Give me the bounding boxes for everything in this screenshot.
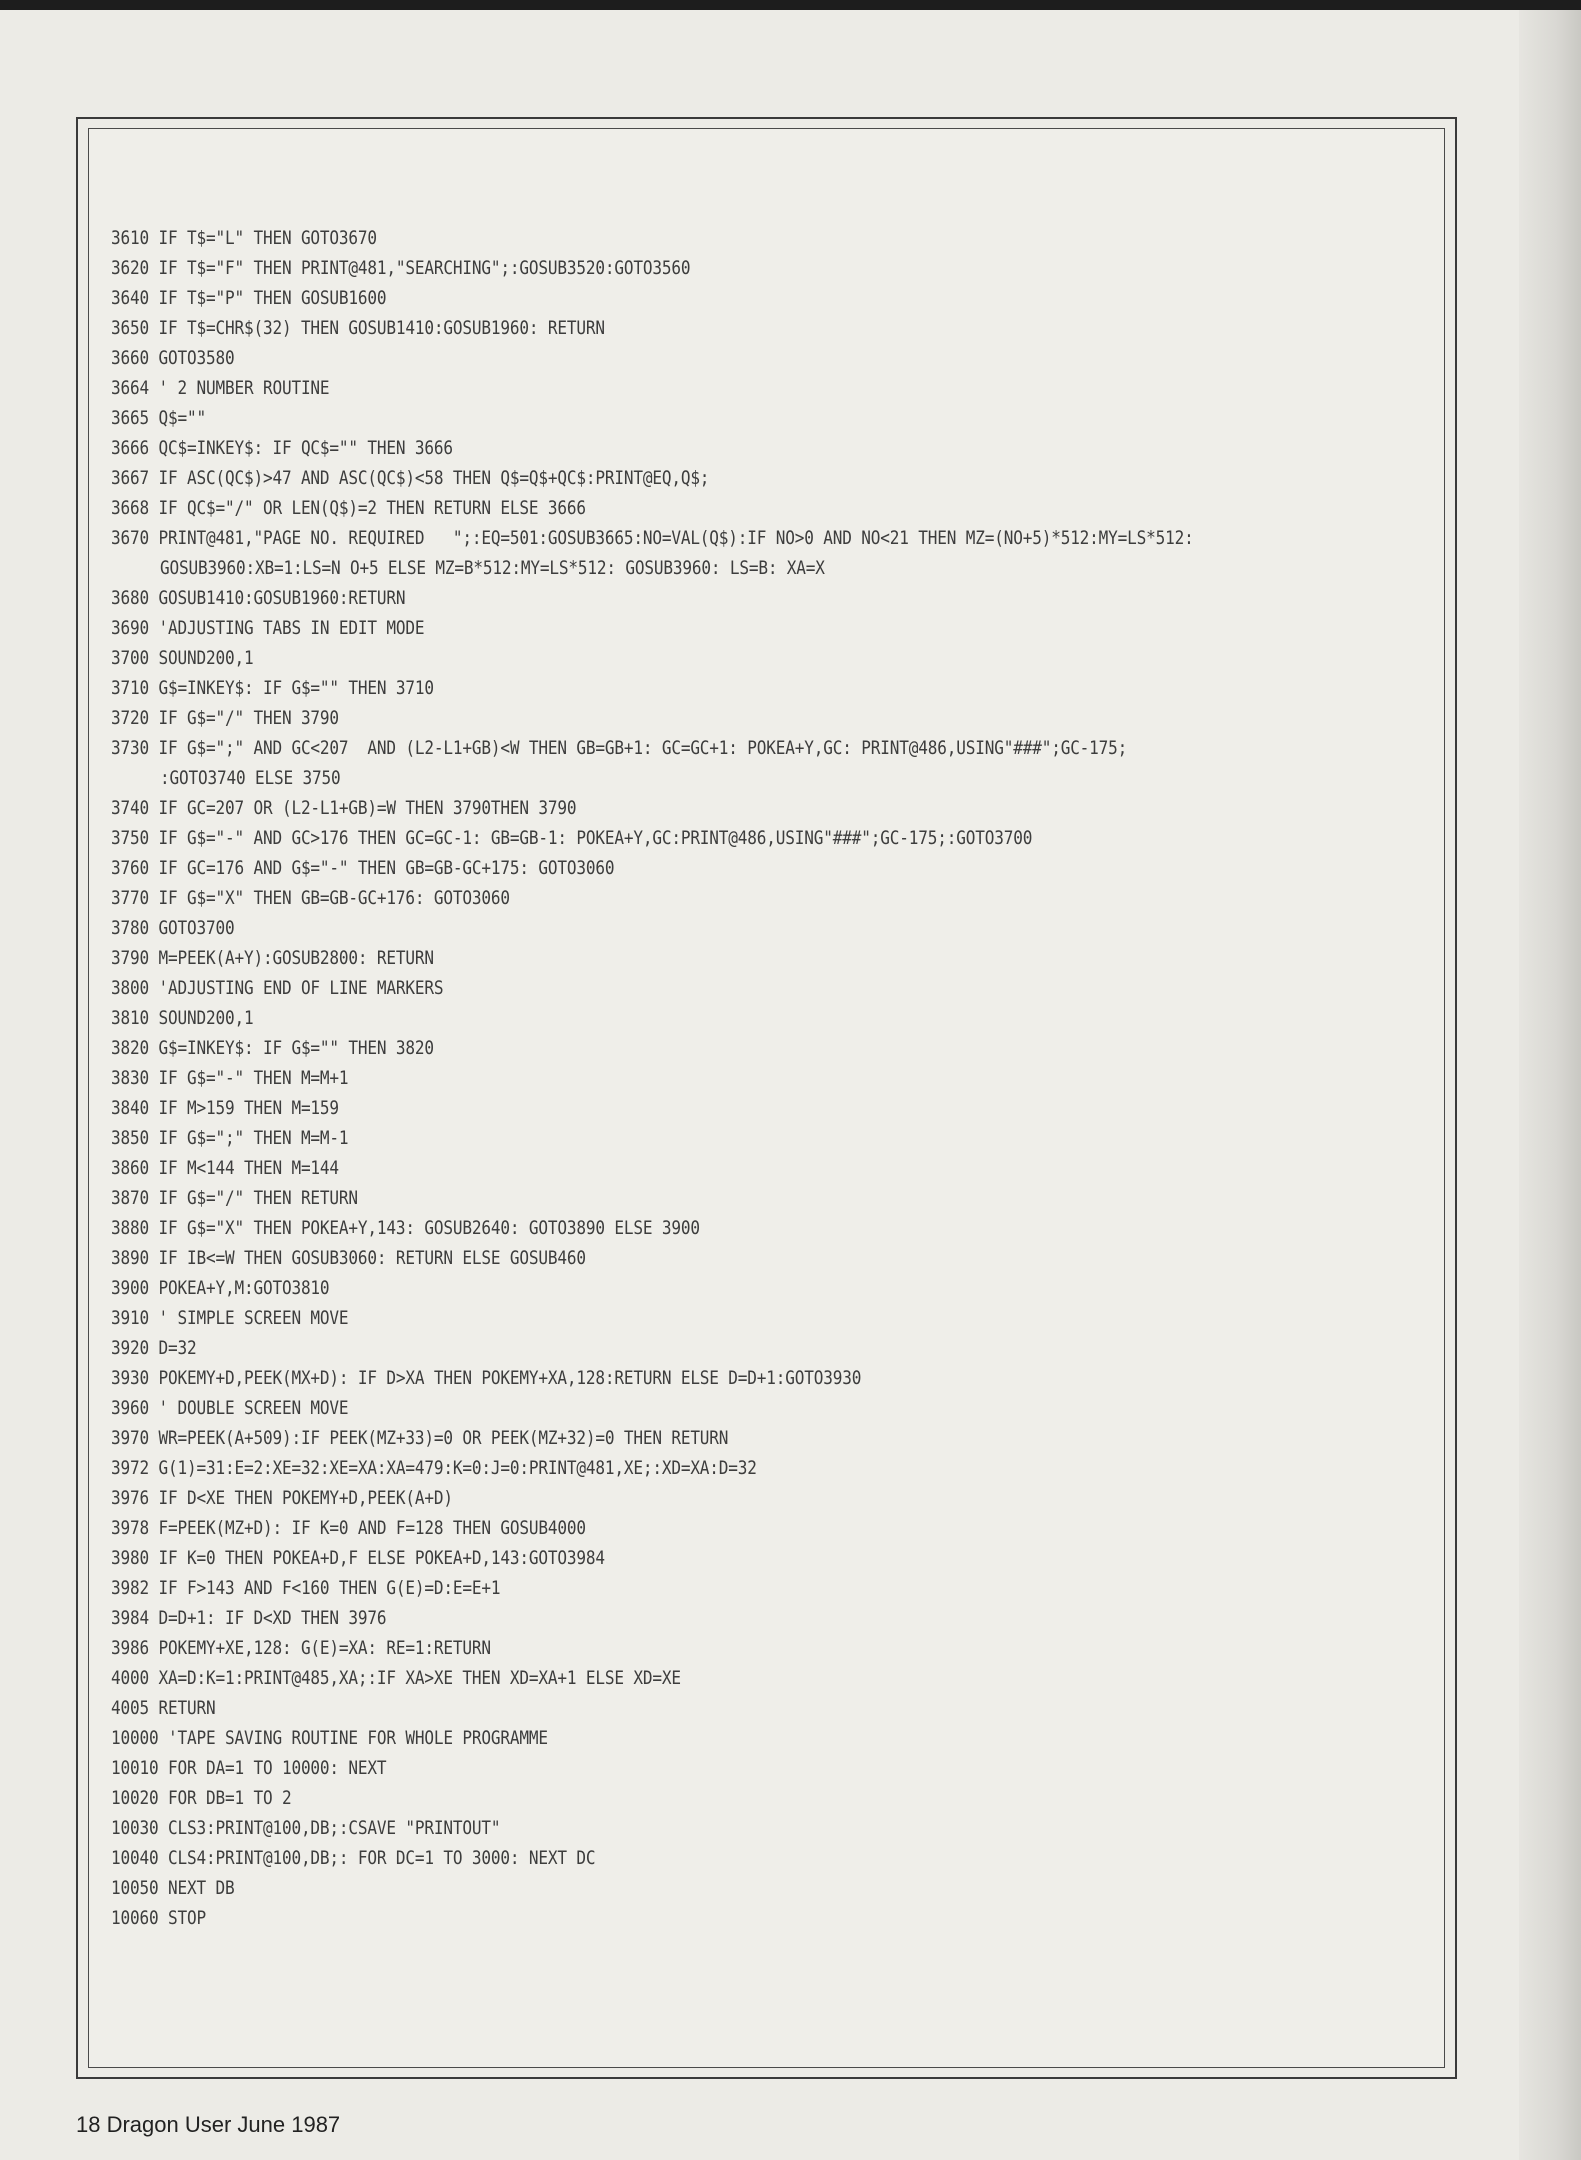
listing-line: 3690 'ADJUSTING TABS IN EDIT MODE bbox=[111, 617, 425, 639]
listing-line: 3700 SOUND200,1 bbox=[111, 647, 254, 669]
listing-line: 4005 RETURN bbox=[111, 1697, 216, 1719]
listing-line: 3620 IF T$="F" THEN PRINT@481,"SEARCHING";:GOSUB3520:GOTO3560 bbox=[111, 257, 691, 279]
listing-line: 3666 QC$=INKEY$: IF QC$="" THEN 3666 bbox=[111, 437, 453, 459]
top-edge bbox=[0, 0, 1581, 10]
listing-line-continuation: GOSUB3960:XB=1:LS=N O+5 ELSE MZ=B*512:MY=LS*512: GOSUB3960: LS=B: XA=X bbox=[160, 557, 825, 579]
listing-line: 3660 GOTO3580 bbox=[111, 347, 235, 369]
listing-line: 3900 POKEA+Y,M:GOTO3810 bbox=[111, 1277, 330, 1299]
listing-line: 3770 IF G$="X" THEN GB=GB-GC+176: GOTO3060 bbox=[111, 887, 510, 909]
listing-line: 3670 PRINT@481,"PAGE NO. REQUIRED ";:EQ=501:GOSUB3665:NO=VAL(Q$):IF NO>0 AND NO<21 THEN MZ=(NO+5)*512:MY=LS*512: bbox=[111, 527, 1194, 549]
listing-line: 3740 IF GC=207 OR (L2-L1+GB)=W THEN 3790THEN 3790 bbox=[111, 797, 577, 819]
listing-line: 3820 G$=INKEY$: IF G$="" THEN 3820 bbox=[111, 1037, 434, 1059]
listing-line: 3710 G$=INKEY$: IF G$="" THEN 3710 bbox=[111, 677, 434, 699]
listing-line: 3978 F=PEEK(MZ+D): IF K=0 AND F=128 THEN GOSUB4000 bbox=[111, 1517, 586, 1539]
listing-line: 3640 IF T$="P" THEN GOSUB1600 bbox=[111, 287, 387, 309]
listing-line: 3780 GOTO3700 bbox=[111, 917, 235, 939]
listing-line: 10020 FOR DB=1 TO 2 bbox=[111, 1787, 292, 1809]
listing-line: 3890 IF IB<=W THEN GOSUB3060: RETURN ELSE GOSUB460 bbox=[111, 1247, 586, 1269]
listing-line: 3930 POKEMY+D,PEEK(MX+D): IF D>XA THEN POKEMY+XA,128:RETURN ELSE D=D+1:GOTO3930 bbox=[111, 1367, 862, 1389]
listing-line: 10000 'TAPE SAVING ROUTINE FOR WHOLE PROGRAMME bbox=[111, 1727, 548, 1749]
listing-line: 3667 IF ASC(QC$)>47 AND ASC(QC$)<58 THEN Q$=Q$+QC$:PRINT@EQ,Q$; bbox=[111, 467, 710, 489]
listing-line: 3730 IF G$=";" AND GC<207 AND (L2-L1+GB)<W THEN GB=GB+1: GC=GC+1: POKEA+Y,GC: PRINT@486,USING"###";GC-175; bbox=[111, 737, 1128, 759]
listing-line: 3610 IF T$="L" THEN GOTO3670 bbox=[111, 227, 377, 249]
listing-line: 3920 D=32 bbox=[111, 1337, 197, 1359]
listing-line: 3986 POKEMY+XE,128: G(E)=XA: RE=1:RETURN bbox=[111, 1637, 491, 1659]
listing-line: 3664 ' 2 NUMBER ROUTINE bbox=[111, 377, 330, 399]
listing-line: 4000 XA=D:K=1:PRINT@485,XA;:IF XA>XE THEN XD=XA+1 ELSE XD=XE bbox=[111, 1667, 681, 1689]
listing-line: 3790 M=PEEK(A+Y):GOSUB2800: RETURN bbox=[111, 947, 434, 969]
listing-line: 3910 ' SIMPLE SCREEN MOVE bbox=[111, 1307, 349, 1329]
listing-line: 3976 IF D<XE THEN POKEMY+D,PEEK(A+D) bbox=[111, 1487, 453, 1509]
listing-line: 10040 CLS4:PRINT@100,DB;: FOR DC=1 TO 3000: NEXT DC bbox=[111, 1847, 596, 1869]
listing-line: 3800 'ADJUSTING END OF LINE MARKERS bbox=[111, 977, 444, 999]
listing-line: 3972 G(1)=31:E=2:XE=32:XE=XA:XA=479:K=0:J=0:PRINT@481,XE;:XD=XA:D=32 bbox=[111, 1457, 757, 1479]
listing-line-continuation: :GOTO3740 ELSE 3750 bbox=[160, 767, 341, 789]
listing-line: 10050 NEXT DB bbox=[111, 1877, 235, 1899]
listing-line: 3840 IF M>159 THEN M=159 bbox=[111, 1097, 339, 1119]
listing-line: 3982 IF F>143 AND F<160 THEN G(E)=D:E=E+1 bbox=[111, 1577, 501, 1599]
listing-line: 3650 IF T$=CHR$(32) THEN GOSUB1410:GOSUB1960: RETURN bbox=[111, 317, 605, 339]
listing-line: 3668 IF QC$="/" OR LEN(Q$)=2 THEN RETURN ELSE 3666 bbox=[111, 497, 586, 519]
listing-line: 10010 FOR DA=1 TO 10000: NEXT bbox=[111, 1757, 387, 1779]
listing-line: 10030 CLS3:PRINT@100,DB;:CSAVE "PRINTOUT" bbox=[111, 1817, 501, 1839]
listing-line: 3984 D=D+1: IF D<XD THEN 3976 bbox=[111, 1607, 387, 1629]
next-page-edge bbox=[1519, 10, 1581, 2160]
listing-line: 3720 IF G$="/" THEN 3790 bbox=[111, 707, 339, 729]
page-footer: 18 Dragon User June 1987 bbox=[76, 2112, 341, 2137]
listing-line: 3880 IF G$="X" THEN POKEA+Y,143: GOSUB2640: GOTO3890 ELSE 3900 bbox=[111, 1217, 700, 1239]
listing-line: 3810 SOUND200,1 bbox=[111, 1007, 254, 1029]
listing-line: 3760 IF GC=176 AND G$="-" THEN GB=GB-GC+175: GOTO3060 bbox=[111, 857, 615, 879]
listing-line: 10060 STOP bbox=[111, 1907, 206, 1929]
listing-line: 3850 IF G$=";" THEN M=M-1 bbox=[111, 1127, 349, 1149]
program-listing bbox=[111, 223, 1226, 1933]
listing-line: 3680 GOSUB1410:GOSUB1960:RETURN bbox=[111, 587, 406, 609]
listing-line: 3665 Q$="" bbox=[111, 407, 206, 429]
listing-line: 3860 IF M<144 THEN M=144 bbox=[111, 1157, 339, 1179]
listing-line: 3870 IF G$="/" THEN RETURN bbox=[111, 1187, 358, 1209]
listing-line: 3960 ' DOUBLE SCREEN MOVE bbox=[111, 1397, 349, 1419]
listing-line: 3830 IF G$="-" THEN M=M+1 bbox=[111, 1067, 349, 1089]
listing-line: 3970 WR=PEEK(A+509):IF PEEK(MZ+33)=0 OR PEEK(MZ+32)=0 THEN RETURN bbox=[111, 1427, 729, 1449]
listing-line: 3980 IF K=0 THEN POKEA+D,F ELSE POKEA+D,143:GOTO3984 bbox=[111, 1547, 605, 1569]
listing-line: 3750 IF G$="-" AND GC>176 THEN GC=GC-1: GB=GB-1: POKEA+Y,GC:PRINT@486,USING"###";GC-175;:GOTO3700 bbox=[111, 827, 1033, 849]
